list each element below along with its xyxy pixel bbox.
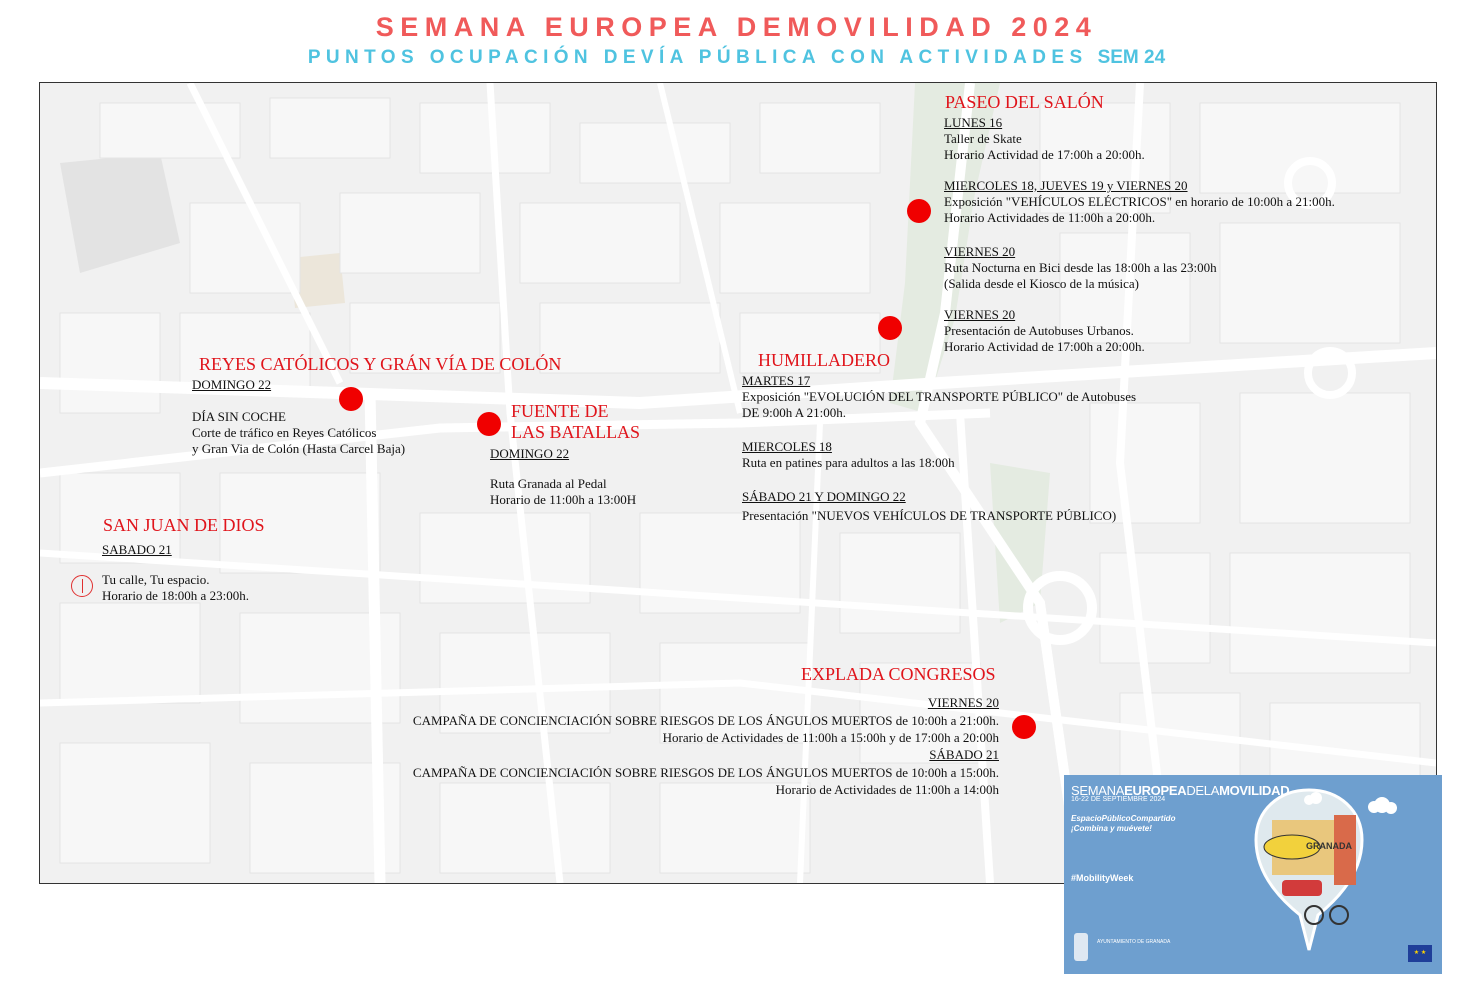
humilladero-event-block <box>742 373 1136 421</box>
paseo-day: LUNES 16 <box>944 115 1003 130</box>
poster-hashtag: #MobilityWeek <box>1071 873 1134 883</box>
subtitle-suffix: SEM 24 <box>1097 47 1166 68</box>
eu-flag-icon: ★ ★ <box>1408 945 1432 962</box>
subtitle <box>0 47 1473 69</box>
heading-fuente-de-las-batallas <box>511 401 640 443</box>
explanada-day: VIERNES 20 <box>927 695 999 710</box>
paseo-day: MIERCOLES 18, JUEVES 19 y VIERNES 20 <box>944 178 1188 193</box>
marker-humilladero[interactable] <box>878 316 902 340</box>
poster-title-part: MOVILIDAD <box>1219 783 1290 798</box>
fuente-event-block <box>490 446 636 508</box>
marker-explanada-congresos[interactable] <box>1012 715 1036 739</box>
humilladero-day: MARTES 17 <box>742 373 811 388</box>
fuente-line: Ruta Granada al Pedal <box>490 476 607 491</box>
reyes-line: Corte de tráfico en Reyes Católicos <box>192 425 377 440</box>
mobility-week-poster <box>1064 775 1442 974</box>
paseo-day: VIERNES 20 <box>944 244 1016 259</box>
poster-slogan-line: ¡Combina y muévete! <box>1071 824 1152 833</box>
sanjuan-line: Horario de 18:00h a 23:00h. <box>102 588 249 603</box>
subtitle-text: PUNTOS OCUPACIÓN DEVÍA PÚBLICA CON ACTIVIDADES <box>307 47 1088 68</box>
marker-paseo-del-salon[interactable] <box>907 199 931 223</box>
reyes-day: DOMINGO 22 <box>192 377 272 392</box>
explanada-line: CAMPAÑA DE CONCIENCIACIÓN SOBRE RIESGOS DE LOS ÁNGULOS MUERTOS de 10:00h a 21:00h. <box>412 713 999 728</box>
paseo-line: Horario Actividad de 17:00h a 20:00h. <box>944 339 1145 354</box>
paseo-line: Presentación de Autobuses Urbanos. <box>944 323 1134 338</box>
humilladero-line: Presentación "NUEVOS VEHÍCULOS DE TRANSPORTE PÚBLICO) <box>742 508 1117 523</box>
paseo-event-block <box>944 244 1217 292</box>
paseo-line: Horario Actividad de 17:00h a 20:00h. <box>944 147 1145 162</box>
paseo-day: VIERNES 20 <box>944 307 1016 322</box>
paseo-event-block <box>944 115 1145 163</box>
reyes-line: DÍA SIN COCHE <box>192 409 286 424</box>
explanada-event-block <box>360 695 999 798</box>
humilladero-day: MIERCOLES 18 <box>742 439 832 454</box>
fuente-name-line: FUENTE DE <box>511 401 609 421</box>
poster-title-part: EUROPEA <box>1124 783 1187 798</box>
heading-humilladero: HUMILLADERO <box>758 350 890 370</box>
humilladero-event-block <box>742 439 955 471</box>
paseo-line: Exposición "VEHÍCULOS ELÉCTRICOS" en horario de 10:00h a 21:00h. <box>944 194 1335 209</box>
fuente-name-line: LAS BATALLAS <box>511 422 641 442</box>
fuente-day: DOMINGO 22 <box>490 446 570 461</box>
humilladero-line: DE 9:00h A 21:00h. <box>742 405 847 420</box>
explanada-line: CAMPAÑA DE CONCIENCIACIÓN SOBRE RIESGOS DE LOS ÁNGULOS MUERTOS de 10:00h a 15:00h. <box>412 765 999 780</box>
paseo-line: (Salida desde el Kiosco de la música) <box>944 276 1139 291</box>
explanada-line: Horario de Actividades de 11:00h a 15:00h y de 17:00h a 20:00h <box>662 730 999 745</box>
poster-city: GRANADA <box>1306 841 1352 851</box>
marker-fuente-de-las-batallas[interactable] <box>477 412 501 436</box>
explanada-line: Horario de Actividades de 11:00h a 14:00h <box>775 782 999 797</box>
heading-paseo-del-salon: PASEO DEL SALÓN <box>945 92 1104 112</box>
poster-slogan-line: EspacioPúblicoCompartido <box>1071 814 1176 823</box>
paseo-event-block <box>944 307 1145 355</box>
heading-reyes-catolicos: REYES CATÓLICOS Y GRÁN VÍA DE COLÓN <box>199 354 562 374</box>
reyes-line: y Gran Via de Colón (Hasta Carcel Baja) <box>192 441 406 456</box>
fuente-line: Horario de 11:00h a 13:00H <box>490 492 637 507</box>
humilladero-line: Ruta en patines para adultos a las 18:00h <box>742 455 955 470</box>
paseo-line: Horario Actividades de 11:00h a 20:00h. <box>944 210 1156 225</box>
heading-explanada-congresos: EXPLADA CONGRESOS <box>801 664 996 684</box>
poster-title-part: SEMANA <box>1071 783 1125 798</box>
poster-title-part: DELA <box>1186 783 1220 798</box>
main-title: SEMANA EUROPEA DEMOVILIDAD 2024 <box>375 12 1098 42</box>
humilladero-day: SÁBADO 21 Y DOMINGO 22 <box>742 489 906 504</box>
reyes-event-block <box>192 377 405 457</box>
poster-dates: 16-22 DE SEPTIEMBRE 2024 <box>1071 796 1166 803</box>
paseo-event-block <box>944 178 1335 226</box>
paseo-line: Ruta Nocturna en Bici desde las 18:00h a las 23:00h <box>944 260 1217 275</box>
poster-council: AYUNTAMIENTO DE GRANADA <box>1097 939 1171 945</box>
sanjuan-day: SABADO 21 <box>102 542 172 557</box>
council-crest-icon <box>1074 933 1088 961</box>
humilladero-event-block <box>742 489 1116 524</box>
marker-san-juan-de-dios[interactable] <box>71 575 93 597</box>
sanjuan-event-block <box>102 542 249 604</box>
sanjuan-line: Tu calle, Tu espacio. <box>102 572 210 587</box>
paseo-line: Taller de Skate <box>944 131 1022 146</box>
humilladero-line: Exposición "EVOLUCIÓN DEL TRANSPORTE PÚBLICO" de Autobuses <box>742 389 1137 404</box>
poster-slogan <box>1071 814 1175 834</box>
explanada-day: SÁBADO 21 <box>929 747 999 762</box>
heading-san-juan-de-dios: SAN JUAN DE DIOS <box>103 515 265 535</box>
